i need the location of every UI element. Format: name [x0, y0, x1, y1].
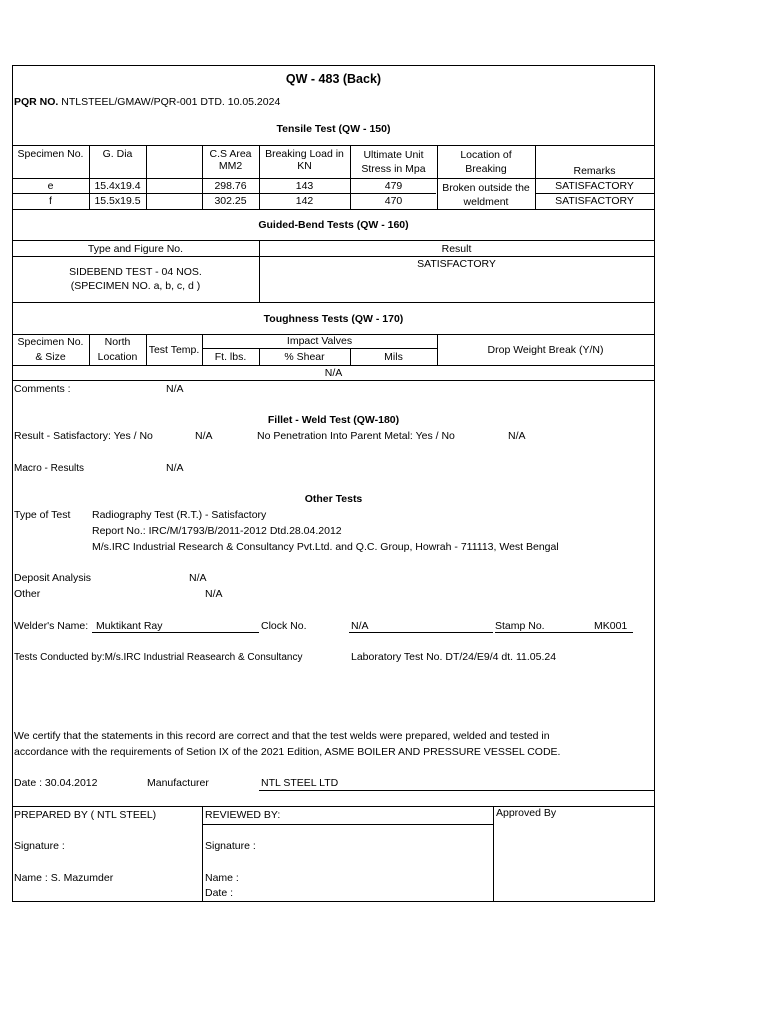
- deposit-analysis-value: N/A: [189, 572, 207, 584]
- other-value: N/A: [205, 588, 223, 600]
- tensile-cell-remarks: SATISFACTORY: [555, 180, 634, 192]
- tensile-cell-uts: 470: [384, 195, 403, 207]
- prepared-signature-label: Signature :: [14, 840, 65, 852]
- tensile-cell-load: 142: [295, 195, 314, 207]
- tensile-cell-csarea: 298.76: [214, 180, 247, 192]
- clock-no-label: Clock No.: [261, 620, 307, 632]
- tensile-header-gdia: G. Dia: [102, 148, 133, 160]
- fillet-result-value: N/A: [195, 430, 213, 442]
- tensile-header-remarks: Remarks: [573, 165, 616, 177]
- reviewed-date-label: Date :: [205, 887, 234, 899]
- other-tests-line1: Radiography Test (R.T.) - Satisfactory: [92, 509, 267, 521]
- type-of-test-label: Type of Test: [14, 509, 71, 521]
- comments-label: Comments :: [14, 383, 71, 395]
- tensile-cell-gdia: 15.5x19.5: [94, 195, 141, 207]
- pqr-label: PQR NO.: [14, 96, 59, 108]
- tensile-title: Tensile Test (QW - 150): [276, 123, 391, 135]
- approved-by-label: Approved By: [496, 807, 557, 819]
- prepared-name: Name : S. Mazumder: [14, 872, 114, 884]
- guided-bend-title: Guided-Bend Tests (QW - 160): [258, 219, 409, 231]
- tensile-header-location-1: Location of: [460, 149, 512, 161]
- pqr-line: [14, 96, 280, 108]
- tensile-cell-remarks: SATISFACTORY: [555, 195, 634, 207]
- tensile-cell-specimen: f: [49, 195, 52, 207]
- fillet-title: Fillet - Weld Test (QW-180): [267, 414, 400, 426]
- fillet-penetration-value: N/A: [508, 430, 526, 442]
- form-title: QW - 483 (Back): [285, 72, 382, 86]
- tensile-cell-specimen: e: [47, 180, 54, 192]
- date-line: Date : 30.04.2012: [14, 777, 98, 789]
- toughness-header-test-temp: Test Temp.: [148, 344, 200, 356]
- deposit-analysis-label: Deposit Analysis: [14, 572, 92, 584]
- toughness-title: Toughness Tests (QW - 170): [263, 313, 404, 325]
- stamp-no-value: MK001: [594, 620, 628, 632]
- toughness-header-specimen-1: Specimen No.: [17, 336, 84, 348]
- tensile-header-breaking-1: Breaking Load in: [265, 148, 344, 160]
- other-tests-line2: Report No.: IRC/M/1793/B/2011-2012 Dtd.28.04.2012: [92, 525, 342, 537]
- toughness-header-impact: Impact Valves: [286, 335, 353, 347]
- toughness-header-shear: % Shear: [284, 351, 325, 363]
- reviewed-signature-label: Signature :: [205, 840, 256, 852]
- welder-name-label: Welder's Name:: [14, 620, 89, 632]
- macro-value: N/A: [166, 462, 184, 474]
- tensile-location-1: Broken outside the: [442, 182, 530, 194]
- stamp-no-label: Stamp No.: [495, 620, 545, 632]
- tensile-cell-gdia: 15.4x19.4: [94, 180, 141, 192]
- stamp-no-underline: [495, 632, 633, 633]
- certification-line1: We certify that the statements in this record are correct and that the test welds were prepared, welded and tested in: [14, 730, 550, 742]
- pqr-value: NTLSTEEL/GMAW/PQR-001 DTD. 10.05.2024: [61, 96, 281, 108]
- toughness-header-specimen-2: & Size: [35, 351, 66, 363]
- guided-bend-result: SATISFACTORY: [417, 258, 496, 270]
- other-tests-title: Other Tests: [304, 493, 363, 505]
- tensile-header-specimen: Specimen No.: [17, 148, 84, 160]
- tensile-cell-uts: 479: [384, 180, 403, 192]
- welder-name-value: Muktikant Ray: [96, 620, 163, 632]
- guided-bend-type-line1: SIDEBEND TEST - 04 NOS.: [69, 266, 202, 278]
- tensile-header-breaking-2: KN: [297, 160, 312, 172]
- guided-bend-result-header: Result: [441, 243, 472, 255]
- toughness-header-north-1: North: [104, 336, 131, 348]
- guided-bend-type-header: Type and Figure No.: [87, 243, 184, 255]
- other-tests-line3: M/s.IRC Industrial Research & Consultancy Pvt.Ltd. and Q.C. Group, Howrah - 711113, West Bengal: [92, 541, 559, 553]
- comments-value: N/A: [166, 383, 184, 395]
- manufacturer-label: Manufacturer: [147, 777, 209, 789]
- manufacturer-value: NTL STEEL LTD: [261, 777, 339, 789]
- reviewed-by-label: REVIEWED BY:: [205, 809, 281, 821]
- toughness-header-ftlbs: Ft. lbs.: [214, 351, 247, 363]
- other-label: Other: [14, 588, 41, 600]
- tensile-header-csarea-2: MM2: [218, 160, 243, 172]
- welder-name-underline: [92, 632, 259, 633]
- reviewed-name-label: Name :: [205, 872, 239, 884]
- laboratory-test-no: Laboratory Test No. DT/24/E9/4 dt. 11.05.24: [351, 651, 557, 663]
- macro-label: Macro - Results: [14, 463, 85, 474]
- tensile-cell-csarea: 302.25: [214, 195, 247, 207]
- guided-bend-type-line2: (SPECIMEN NO. a, b, c, d ): [70, 280, 201, 292]
- fillet-penetration-label: No Penetration Into Parent Metal: Yes / No: [257, 430, 455, 442]
- toughness-header-drop-weight: Drop Weight Break (Y/N): [487, 344, 604, 356]
- toughness-header-north-2: Location: [97, 351, 138, 363]
- clock-no-underline: [349, 632, 493, 633]
- certification-line2: accordance with the requirements of Setion IX of the 2021 Edition, ASME BOILER AND PRESSURE VESSEL CODE.: [14, 746, 561, 758]
- tests-conducted-by: Tests Conducted by:M/s.IRC Industrial Reasearch & Consultancy: [14, 652, 303, 663]
- clock-no-value: N/A: [351, 620, 369, 632]
- tensile-header-uts-1: Ultimate Unit: [363, 149, 424, 161]
- toughness-value: N/A: [324, 367, 343, 379]
- fillet-result-label: Result - Satisfactory: Yes / No: [14, 430, 153, 442]
- manufacturer-underline: [259, 790, 654, 791]
- tensile-header-location-2: Breaking: [465, 163, 507, 175]
- tensile-cell-load: 143: [295, 180, 314, 192]
- tensile-header-csarea-1: C.S Area: [209, 148, 252, 160]
- toughness-header-mils: Mils: [384, 351, 403, 363]
- tensile-header-uts-2: Stress in Mpa: [361, 163, 426, 175]
- prepared-by-label: PREPARED BY ( NTL STEEL): [14, 809, 157, 821]
- tensile-location-2: weldment: [463, 196, 509, 208]
